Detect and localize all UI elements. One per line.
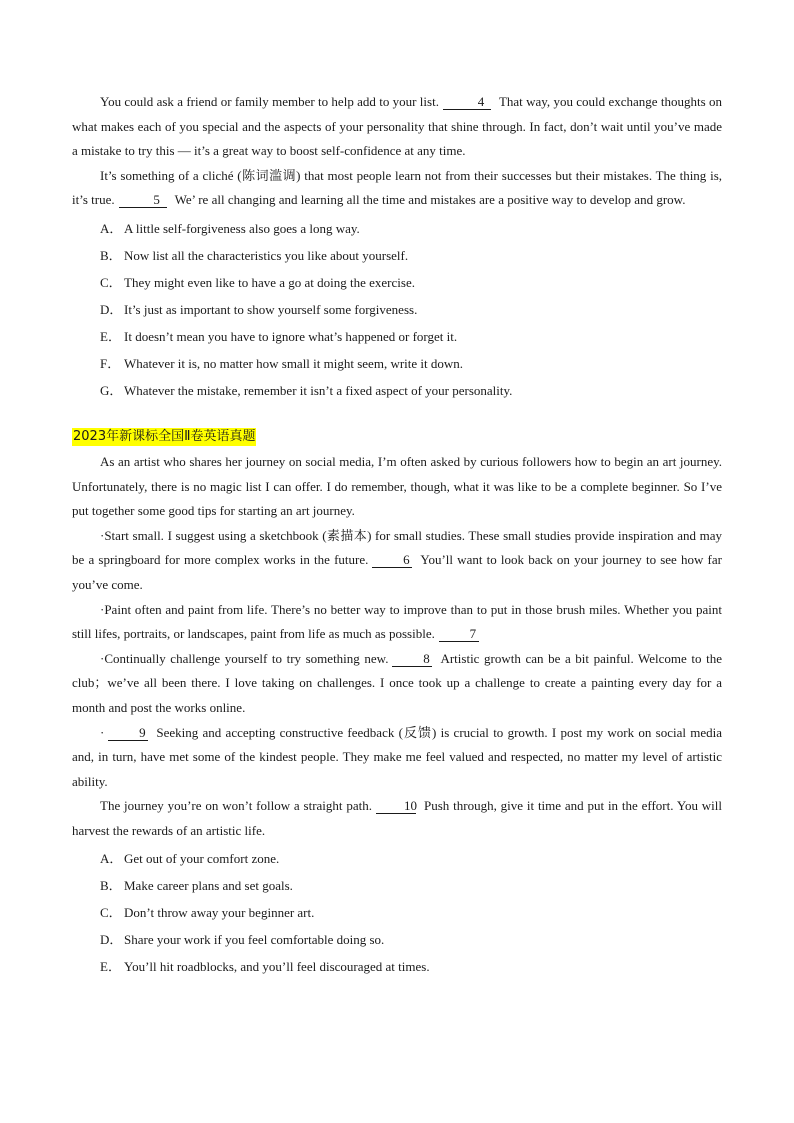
passage-paragraph: ·Start small. I suggest using a sketchbook (素描本) for small studies. These small studies provide inspiration and may be a springboard for more complex works in the future. 6 You’ll want to look back on your journey to see how far you’ve come. xyxy=(72,527,722,592)
option-c: C． They might even like to have a go at doing the exercise. xyxy=(100,274,415,290)
passage-paragraph xyxy=(72,90,722,164)
option-d: D． Share your work if you feel comfortable doing so. xyxy=(100,932,385,948)
blank-7[interactable]: 7 xyxy=(439,627,479,642)
option-g: G． Whatever the mistake, remember it isn’t a fixed aspect of your personality. xyxy=(100,382,513,398)
blank-10[interactable]: 10 xyxy=(376,799,416,814)
passage-paragraph: ·Paint often and paint from life. There’s no better way to improve than to put in those brush miles. Whether you paint still lifes, portraits, or landscapes, paint from life as much as possible. 7 xyxy=(72,601,722,642)
blank-5[interactable]: 5 xyxy=(119,193,167,208)
passage-paragraph xyxy=(72,164,722,213)
option-b: B． Now list all the characteristics you like about yourself. xyxy=(100,247,409,263)
passage-paragraph: As an artist who shares her journey on social media, I’m often asked by curious followers how to begin an art journey. Unfortunately, there is no magic list I can offer. I do remember, though, what it was like to be a complete beginner. So I’ve put together some good tips for starting an art journey. xyxy=(72,453,722,519)
paragraph-text: That way, you could exchange thoughts on what makes each of you special and the aspects of your personality that shine through. In fact, don’t wait until you’ve made a mistake to try this — it’s a great way to boost self-confidence at any time. xyxy=(72,94,722,159)
option-f: F． Whatever it is, no matter how small it might seem, write it down. xyxy=(100,355,464,371)
passage-paragraph: The journey you’re on won’t follow a straight path. 10 Push through, give it time and put in the effort. You will harvest the rewards of an artistic life. xyxy=(72,798,723,838)
blank-6[interactable]: 6 xyxy=(372,553,412,568)
option-a: A． Get out of your comfort zone. xyxy=(100,851,280,867)
passage-paragraph: ·Continually challenge yourself to try something new. 8 Artistic growth can be a bit painful. Welcome to the club；we’ve all been there. I love taking on challenges. I once took up a challenge to create a painting every day for a month and post the works online. xyxy=(72,650,722,715)
options-list xyxy=(72,215,722,404)
option-e: E． You’ll hit roadblocks, and you’ll feel discouraged at times. xyxy=(100,959,430,975)
blank-9[interactable]: 9 xyxy=(108,726,148,741)
paragraph-text: It’s something of a cliché (陈词滥调) that most people learn not from their successes but their mistakes. The thing is, it’s true. xyxy=(72,167,722,208)
options-list xyxy=(72,845,722,980)
document-page xyxy=(72,90,722,980)
section-title: 2023年新课标全国Ⅱ卷英语真题 xyxy=(73,428,256,444)
option-d: D． It’s just as important to show yourself some forgiveness. xyxy=(100,301,418,317)
paragraph-text: We’ re all changing and learning all the time and mistakes are a positive way to develop and grow. xyxy=(174,192,686,208)
option-b: B． Make career plans and set goals. xyxy=(100,878,293,894)
paragraph-text: You could ask a friend or family member to help add to your list. xyxy=(100,94,439,109)
option-e: E． It doesn’t mean you have to ignore what’s happened or forget it. xyxy=(100,328,458,344)
passage-paragraph: · 9 Seeking and accepting constructive feedback (反馈) is crucial to growth. I post my work on social media and, in turn, have met some of the kindest people. They make me feel valued and respected, no matter my level of artistic ability. xyxy=(72,724,722,789)
option-c: C． Don’t throw away your beginner art. xyxy=(100,905,315,921)
blank-4[interactable]: 4 xyxy=(443,95,491,110)
option-a: A． A little self-forgiveness also goes a long way. xyxy=(100,220,360,236)
blank-8[interactable]: 8 xyxy=(392,652,432,667)
